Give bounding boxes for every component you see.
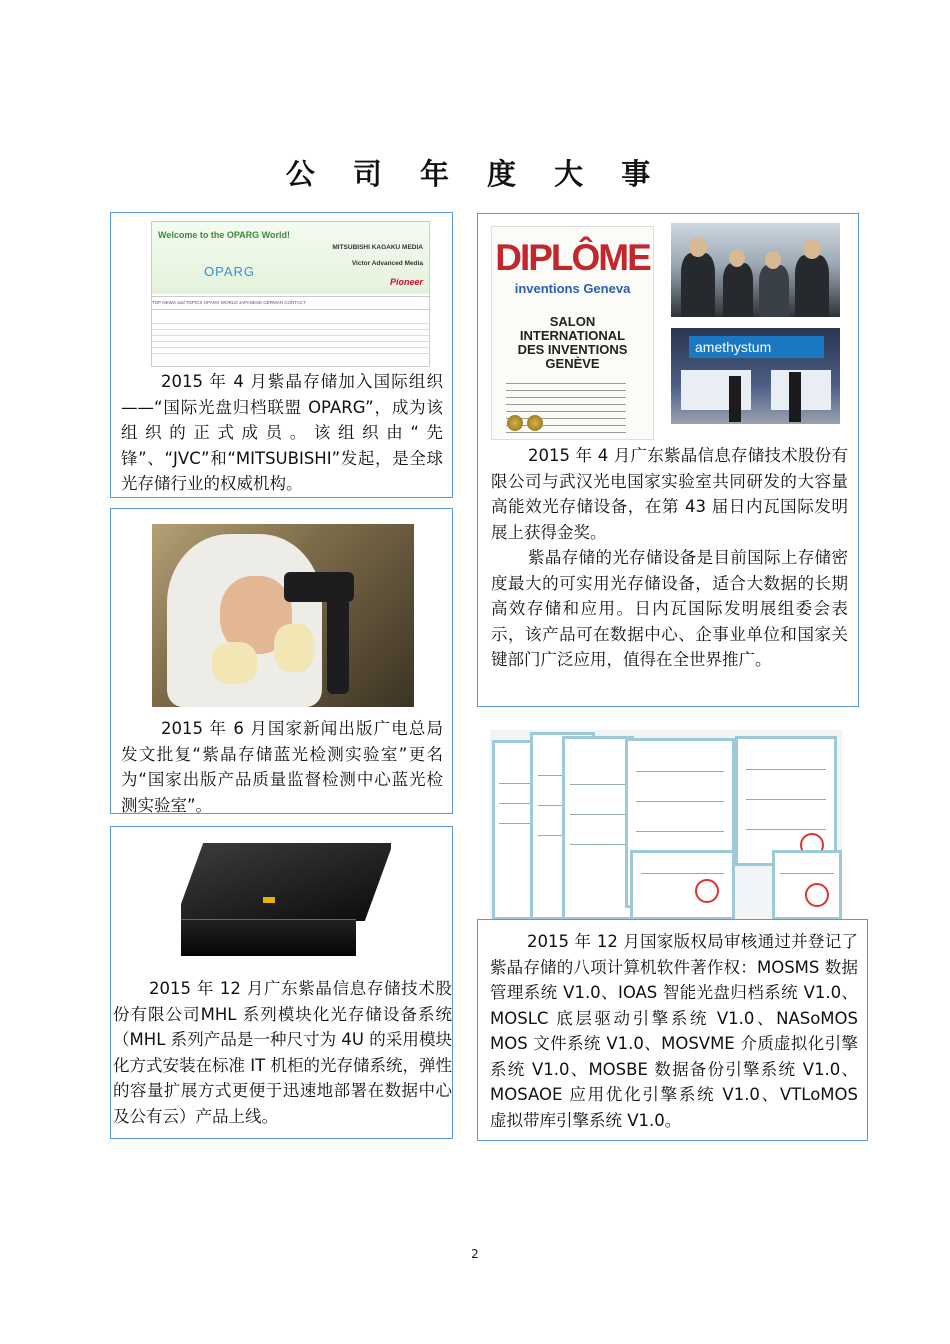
lab-technician-photo [152,524,414,707]
event-card-lab [110,508,453,814]
oparg-member-mitsubishi: MITSUBISHI KAGAKU MEDIA [332,244,423,251]
award-winners-photo [671,223,840,317]
certificate-7 [772,850,842,920]
diploma-salon-line2: INTERNATIONAL [519,328,626,343]
oparg-member-victor: Victor Advanced Media [351,260,423,267]
certificate-3 [562,736,634,920]
person-1-head [689,237,707,257]
mhl-event-text: 2015 年 12 月广东紫晶信息存储技术股份有限公司MHL 系列模块化光存储设备系统（MHL 系列产品是一种尺寸为 4U 的采用模块化方式安装在标准 IT 机柜的光存储系统，弹性的容量扩展方式更便于迅速地部署在数据中心及公有云）产品上线。 [113,979,452,1126]
geneva-event-text-1: 2015 年 4 月广东紫晶信息存储技术股份有限公司与武汉光电国家实验室共同研发的大容量高能效光存储设备，在第 43 届日内瓦国际发明展上获得金奖。 [491,446,848,542]
diploma-salon [492,315,653,371]
page-title: 公 司 年 度 大 事 [285,157,665,191]
booth-sign: amethystum [689,336,824,358]
diploma-salon-line3: DES INVENTIONS [517,342,628,357]
diploma-seal-2 [527,415,543,431]
person-2 [723,263,753,317]
booth-panel-right [771,370,831,410]
person-1 [681,253,715,317]
software-copyright-certificates [490,730,842,920]
oparg-logo: OPARG [204,264,255,279]
certificate-5 [735,736,837,866]
glove-right [274,624,314,672]
glove-left [212,642,257,684]
oparg-welcome-text: Welcome to the OPARG World! [158,230,291,240]
page-number: 2 [471,1247,479,1261]
geneva-diploma-image [491,226,654,440]
person-2-head [729,249,745,267]
microscope-arm [327,594,349,694]
diploma-seal-1 [507,415,523,431]
server-chassis-top [181,843,391,921]
diploma-salon-line1: SALON [549,314,596,329]
event-card-oparg [110,212,453,498]
oparg-event-text: 2015 年 4 月紫晶存储加入国际组织——“国际光盘归档联盟 OPARG”，成为该组织的正式成员。该组织由“先锋”、“JVC”和“MITSUBISHI”发起，是全球光存储行业的权威机构。 [121,372,443,493]
mhl-server-photo [181,843,391,963]
geneva-event-text-2: 紫晶存储的光存储设备是目前国际上存储密度最大的可实用光存储设备，适合大数据的长期高效存储和应用。日内瓦国际发明展组委会表示，该产品可在数据中心、企事业单位和国家关键部门广泛应用，值得在全世界推广。 [491,548,848,669]
booth-rack-2 [789,372,801,422]
person-4 [795,255,829,317]
copyright-event-text: 2015 年 12 月国家版权局审核通过并登记了紫晶存储的八项计算机软件著作权：MOSMS 数据管理系统 V1.0、IOAS 智能光盘归档系统 V1.0、MOSLC 底层驱动引擎系统 V1.0、NASoMOS MOS 文件系统 V1.0、MOSVME 介质虚拟化引擎系统 V1.0、MOSBE 数据备份引擎系统 V1.0、MOSAOE 应用优化引擎系统 V1.0、VTLoMOS 虚拟带库引擎系统 V1.0。 [490,932,858,1130]
certificate-6 [630,850,735,920]
diploma-city: GENÈVE [545,356,600,371]
event-card-mhl [110,826,453,1139]
diploma-heading: DIPLÔME [495,237,650,278]
lab-event-text: 2015 年 6 月国家新闻出版广电总局发文批复“紫晶存储蓝光检测实验室”更名为“国家出版产品质量监督检测中心蓝光检测实验室”。 [121,719,443,815]
oparg-nav: TOP NEWS and TOPICS OPARG WORLD JAPANESE GERMAN CONTACT [152,296,429,310]
oparg-member-pioneer: Pioneer [389,277,423,287]
event-card-copyright [477,919,868,1141]
server-label [263,897,275,903]
exhibition-booth-photo [671,328,840,424]
diploma-inventions: inventions Geneva [514,281,631,296]
server-front-panel [181,919,356,956]
person-4-head [803,239,821,259]
oparg-content-lines [152,318,429,358]
person-3 [759,265,789,317]
person-3-head [765,251,781,269]
diploma-text-lines [506,377,626,437]
event-card-geneva [477,213,859,707]
oparg-website-screenshot [151,221,430,367]
booth-rack-1 [729,376,741,422]
